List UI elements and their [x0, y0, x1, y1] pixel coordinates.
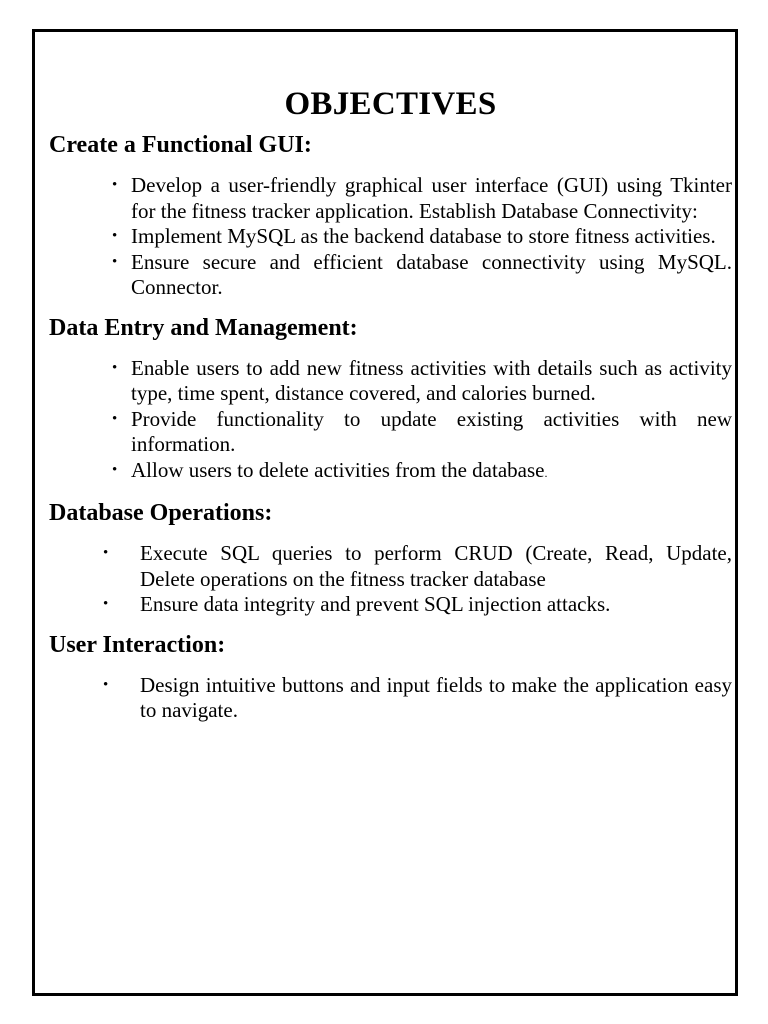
bullet-list-create-gui [49, 173, 732, 301]
bullet-list-user-interaction [49, 673, 732, 724]
bullet-icon: • [112, 359, 118, 376]
section-heading-database-operations: Database Operations: [49, 500, 273, 526]
list-item [49, 458, 732, 487]
list-item-text: Design intuitive buttons and input fields to make the application easy to navigate. [140, 672, 732, 722]
list-item-text: Ensure data integrity and prevent SQL injection attacks. [140, 592, 611, 616]
bullet-icon: • [103, 676, 109, 693]
list-item-text: Allow users to delete activities from the database [131, 457, 545, 482]
bullet-icon: • [112, 410, 118, 427]
list-item [49, 673, 732, 724]
bullet-icon: • [103, 545, 109, 561]
list-item-text: Execute SQL queries to perform CRUD (Create, Read, Update, Delete operations on the fitness tracker database [140, 541, 732, 591]
bullet-icon: • [112, 253, 118, 270]
list-item [49, 224, 732, 250]
list-item [49, 250, 732, 301]
list-item [49, 173, 732, 224]
list-item-text: Develop a user-friendly graphical user interface (GUI) using Tkinter for the fitness tracker application. Establish Database Connectivity: [131, 173, 732, 223]
list-item [49, 356, 732, 407]
section-heading-create-gui: Create a Functional GUI: [49, 132, 312, 158]
list-item-text: Enable users to add new fitness activities with details such as activity type, time spent, distance covered, and calories burned. [131, 355, 732, 405]
list-item [49, 541, 732, 592]
bullet-list-database-operations [49, 541, 732, 618]
list-item-text: Implement MySQL as the backend database to store fitness activities. [131, 224, 716, 248]
list-item-text: Ensure secure and efficient database connectivity using MySQL. Connector. [131, 249, 732, 299]
bullet-icon: • [103, 596, 109, 612]
page-border [32, 29, 738, 996]
bullet-icon: • [112, 461, 118, 478]
document-body [49, 32, 732, 724]
bullet-list-data-entry [49, 356, 732, 487]
bullet-icon: • [112, 177, 118, 193]
list-item [49, 592, 732, 618]
section-heading-user-interaction: User Interaction: [49, 631, 226, 658]
trailing-dot: . [544, 465, 548, 480]
bullet-icon: • [112, 228, 118, 244]
list-item [49, 407, 732, 458]
list-item-text: Provide functionality to update existing activities with new information. [131, 406, 732, 456]
page-title: OBJECTIVES [284, 86, 497, 122]
section-heading-data-entry: Data Entry and Management: [49, 314, 358, 341]
